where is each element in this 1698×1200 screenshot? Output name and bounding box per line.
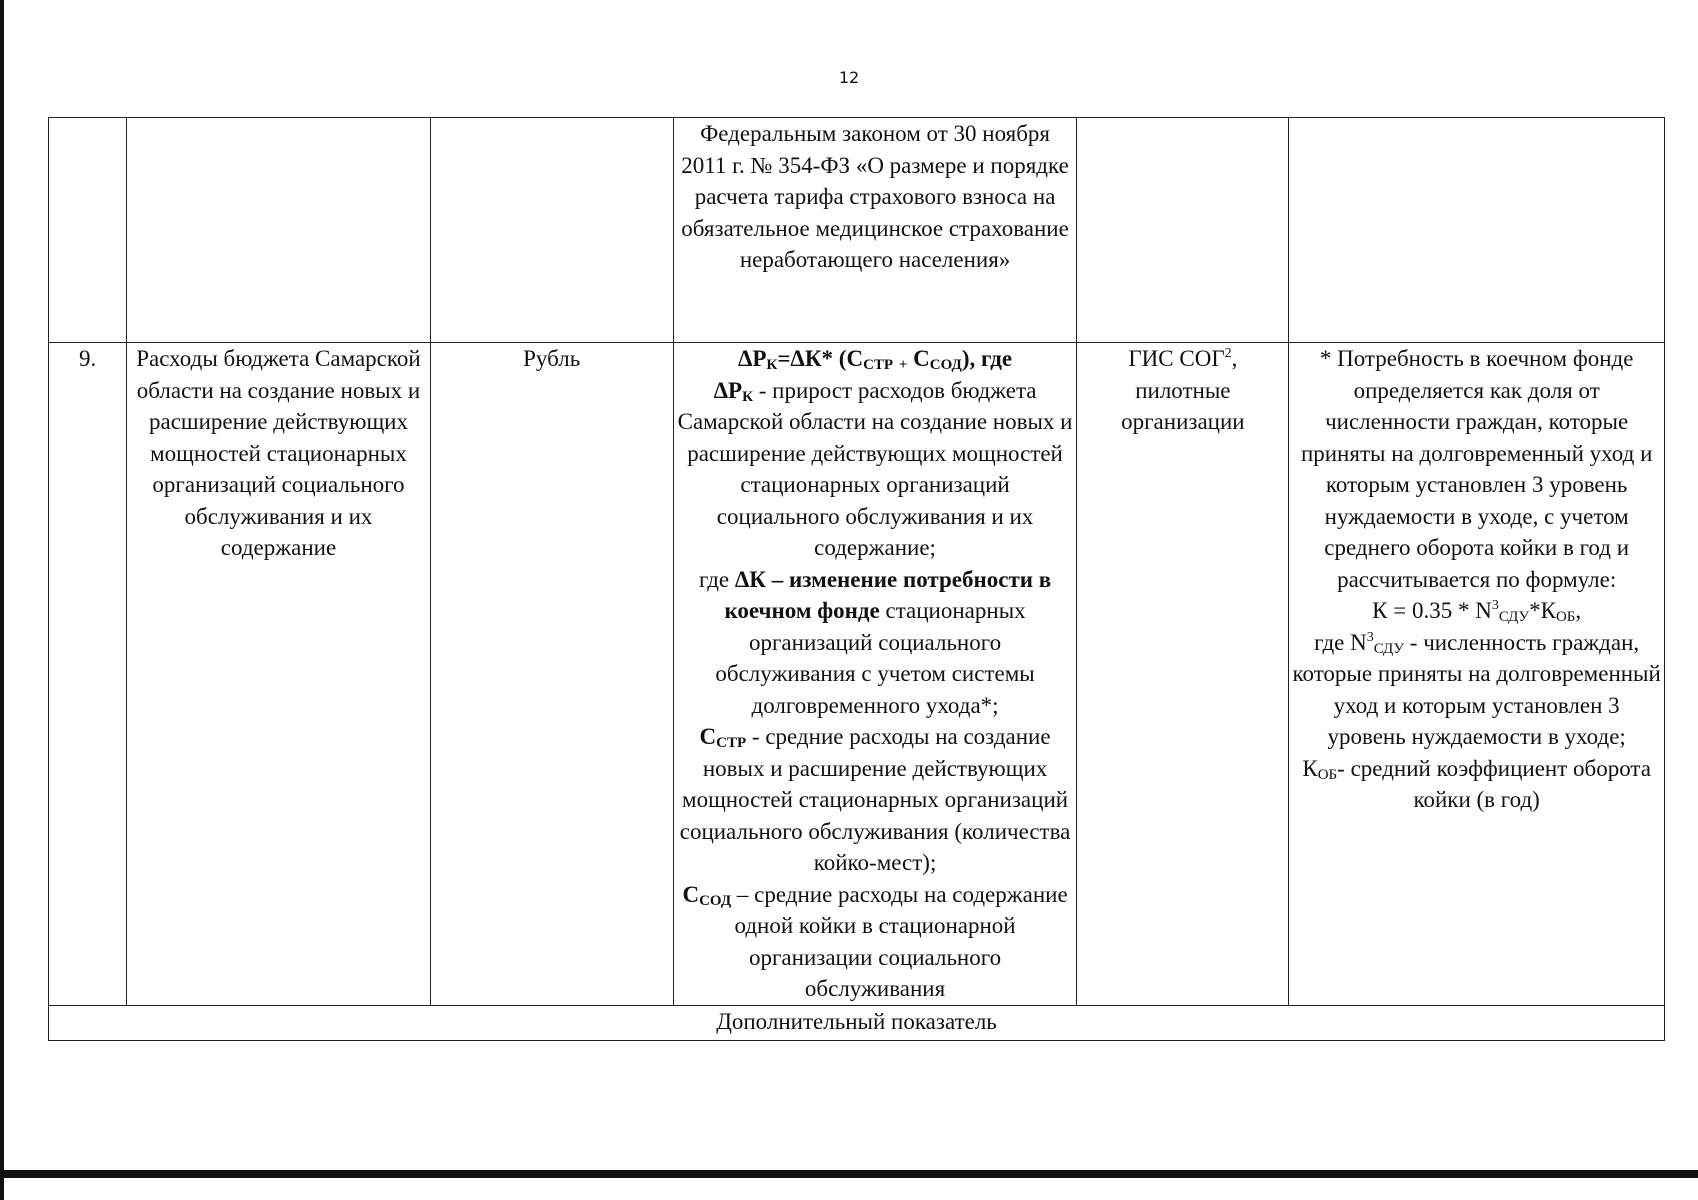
cell-empty: [49, 118, 127, 343]
formula-dk-description: стационарных организаций социального обслуживания с учетом системы долговременного ухода*;: [715, 598, 1035, 718]
cell-indicator-name: Расходы бюджета Самарской области на создание новых и расширение действующих мощностей стационарных организаций социального обслуживания и их содержание: [127, 343, 430, 1006]
cell-empty: [127, 118, 430, 343]
formula-dk-term: ΔК – изменение потребности в коечном фонде: [724, 566, 1052, 623]
cell-additional-indicator: Дополнительный показатель: [49, 1005, 1665, 1040]
formula-cstr-description: - средние расходы на создание новых и расширение действующих мощностей стационарных организаций социального обслуживания (количества койко-мест);: [679, 724, 1071, 875]
formula-main: $\Delta Р_К=\Delta К*$ ($С_{СТР}$ $_+$ $С_{СОД}$), где: [737, 346, 1013, 373]
cell-formula-continued: Федеральным законом от 30 ноября 2011 г. № 354-ФЗ «О размере и порядке расчета тарифа страхового взноса на обязательное медицинское страхование неработающего населения»: [673, 118, 1077, 343]
indicator-table: [48, 117, 1665, 1041]
table-row-continued: [49, 118, 1665, 343]
cell-empty: [1077, 118, 1289, 343]
formula-dp-description: - прирост расходов бюджета Самарской области на создание новых и расширение действующих мощностей стационарных организаций социального обслуживания и их содержание;: [677, 377, 1073, 560]
note-kob-description: - средний коэффициент оборота койки (в год): [1337, 755, 1651, 812]
table-row-additional: [49, 1005, 1665, 1040]
formula-csod-description: – средние расходы на содержание одной койки в стационарной организации социального обслуживания: [734, 881, 1068, 1001]
cell-empty: [430, 118, 673, 343]
note-formula: $К = 0.35 * N^3_{СДУ}*К_{ОБ}$,: [1372, 598, 1582, 625]
note-n-description: - численность граждан, которые приняты на долговременный уход и которым установлен 3 уровень нуждаемости в уходе;: [1292, 629, 1661, 749]
cell-note: * Потребность в коечном фонде определяется как доля от численности граждан, которые приняты на долговременный уход и которым установлен 3 уровень нуждаемости в уходе, с учетом среднего оборота койки в год и рассчитывается по формуле: $К = 0.35 * N^3_{СДУ}*К_{ОБ}$, где $N^3_{СДУ}$ - численность граждан, которые приняты на долговременный уход и которым установлен 3 уровень нуждаемости в уходе; $К_{ОБ}-$ средний коэффициент оборота койки (в год): [1289, 343, 1665, 1006]
table-row-9: [49, 343, 1665, 1006]
page-number: 12: [838, 68, 860, 87]
cell-formula: $\Delta Р_К=\Delta К*$ ($С_{СТР}$ $_+$ $С_{СОД}$), где $\Delta Р_К$ - прирост расходов бюджета Самарской области на создание новых и расширение действующих мощностей стационарных организаций социального обслуживания и их содержание; где ΔК – изменение потребности в коечном фонде стационарных организаций социального обслуживания с учетом системы долговременного ухода*; $С_{СТР}$ - средние расходы на создание новых и расширение действующих мощностей стационарных организаций социального обслуживания (количества койко-мест); $С_{СОД}$ – средние расходы на содержание одной койки в стационарной организации социального обслуживания: [673, 343, 1077, 1006]
scan-edge-left: [0, 0, 4, 1200]
scan-edge-bottom: [0, 1170, 1698, 1178]
cell-empty: [1289, 118, 1665, 343]
note-text: * Потребность в коечном фонде определяется как доля от численности граждан, которые приняты на долговременный уход и которым установлен 3 уровень нуждаемости в уходе, с учетом среднего оборота койки в год и рассчитывается по формуле:: [1300, 346, 1653, 592]
cell-unit: Рубль: [430, 343, 673, 1006]
cell-data-source: ГИС СОГ$^2$, пилотные организации: [1077, 343, 1289, 1006]
cell-row-number: 9.: [49, 343, 127, 1006]
